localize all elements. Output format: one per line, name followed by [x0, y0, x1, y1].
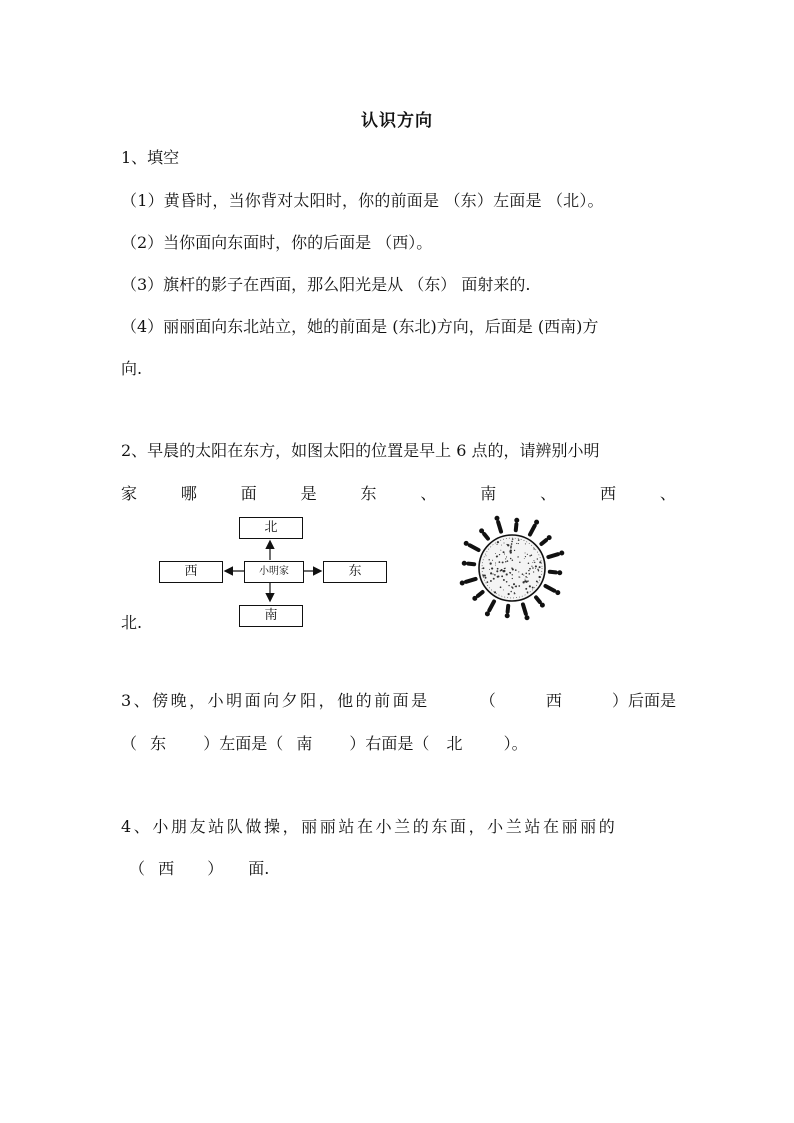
sun-speckle	[536, 580, 538, 582]
sun-ray	[489, 601, 494, 610]
sun-speckle	[508, 585, 509, 586]
sun-ray-tip	[495, 516, 499, 520]
q3-answer-front: 西	[545, 691, 562, 710]
sun-speckle	[522, 581, 524, 583]
sun-ray	[478, 592, 483, 596]
sun-speckle	[528, 570, 529, 571]
sun-speckle	[531, 566, 532, 567]
q2-char: 、	[540, 484, 557, 503]
sun-speckle	[497, 575, 499, 577]
sun-speckle	[537, 558, 538, 559]
q2-char: 哪	[180, 484, 197, 503]
sun-speckle	[501, 569, 503, 571]
sun-speckle	[482, 567, 484, 569]
sun-speckle	[533, 571, 534, 572]
label-east: 东	[323, 561, 387, 583]
label-west: 西	[159, 561, 223, 583]
sun-ray-tip	[558, 571, 562, 575]
sun-speckle	[507, 544, 509, 546]
sun-ray	[536, 597, 540, 602]
q3-paren: （	[479, 691, 496, 710]
sun-speckle	[516, 543, 517, 544]
sun-speckle	[503, 589, 504, 590]
sun-speckle	[482, 575, 484, 577]
sun-speckle	[514, 550, 515, 551]
q4-answer: 西	[158, 859, 175, 878]
sun-speckle	[525, 579, 526, 580]
sun-speckle	[539, 561, 541, 563]
q1-heading: 1、填空	[121, 148, 180, 167]
sun-speckle	[490, 562, 492, 564]
sun-speckle	[492, 560, 493, 561]
sun-speckle	[492, 573, 493, 574]
sun-speckle	[511, 543, 513, 545]
sun-ray-tip	[540, 603, 544, 607]
sun-speckle	[518, 543, 519, 544]
q4-line-2	[121, 858, 676, 880]
q4-paren: ）	[207, 859, 224, 878]
sun-speckle	[501, 545, 502, 546]
sun-speckle	[512, 574, 513, 575]
sun-speckle	[515, 585, 517, 587]
q2-char: 是	[300, 484, 317, 503]
sun-speckle	[497, 568, 499, 570]
sun-speckle	[515, 569, 517, 571]
sun-speckle	[514, 592, 515, 593]
sun-speckle	[510, 558, 512, 560]
sun-speckle	[527, 591, 529, 593]
sun-speckle	[512, 568, 514, 570]
sun-ray-tip	[464, 541, 468, 545]
sun-speckle	[502, 570, 504, 572]
q3-answer-back: 东	[150, 734, 167, 753]
sun-ray	[470, 545, 479, 550]
sun-speckle	[537, 581, 538, 582]
sun-speckle	[505, 568, 506, 569]
sun-speckle	[512, 538, 514, 540]
sun-ray-tip	[535, 520, 539, 524]
q4-text: 面.	[248, 859, 270, 878]
label-north: 北	[239, 517, 303, 539]
sun-ray-tip	[462, 561, 466, 565]
sun-speckle	[527, 554, 528, 555]
sun-speckle	[497, 541, 499, 543]
sun-speckle	[529, 555, 530, 556]
q3-line-1	[121, 690, 676, 712]
page-title: 认识方向	[361, 111, 433, 131]
sun-ray	[466, 579, 476, 582]
sun-speckle	[534, 562, 535, 563]
sun-speckle	[494, 591, 496, 593]
q2-char: 南	[480, 484, 497, 503]
sun-speckle	[518, 539, 520, 541]
sun-speckle	[500, 570, 502, 572]
sun-speckle	[502, 561, 504, 563]
sun-ray	[541, 540, 546, 544]
q3-line-2	[121, 733, 676, 755]
sun-speckle	[515, 586, 516, 587]
sun-ray	[530, 526, 535, 535]
sun-speckle	[510, 591, 512, 593]
sun-ray-tip	[560, 551, 564, 555]
sun-speckle	[504, 568, 505, 569]
sun-speckle	[493, 578, 495, 580]
sun-speckle	[525, 573, 527, 575]
sun-ray	[516, 524, 517, 530]
sun-speckle	[509, 572, 511, 574]
sun-speckle	[512, 578, 513, 579]
sun-speckle	[517, 556, 518, 557]
q3-text: ）右面是（	[349, 734, 430, 753]
sun-speckle	[538, 570, 539, 571]
sun-speckle	[510, 551, 512, 553]
sun-speckle	[488, 559, 489, 560]
q1-item-1: （1）黄昏时，当你背对太阳时，你的前面是 （东）左面是 （北）。	[121, 191, 604, 210]
sun-speckle	[504, 553, 505, 554]
sun-speckle	[537, 569, 539, 571]
sun-speckle	[500, 550, 501, 551]
sun-speckle	[519, 562, 520, 563]
q2-line-2	[121, 483, 676, 505]
sun-speckle	[533, 560, 534, 561]
sun-speckle	[487, 581, 489, 583]
sun-speckle	[510, 547, 512, 549]
q3-paren: （	[121, 734, 138, 753]
sun-ray-tip	[556, 591, 560, 595]
sun-speckle	[511, 541, 513, 543]
q2-char: 面	[240, 484, 257, 503]
sun-speckle	[506, 581, 508, 583]
sun-speckle	[512, 560, 513, 561]
sun-speckle	[536, 566, 537, 567]
sun-speckle	[518, 557, 519, 558]
q2-char: 家	[121, 484, 138, 503]
sun-speckle	[529, 585, 531, 587]
sun-speckle	[518, 571, 519, 572]
sun-ray	[548, 554, 558, 557]
q2-line-1: 2、早晨的太阳在东方，如图太阳的位置是早上 6 点的，请辨别小明	[121, 441, 600, 460]
sun-speckle	[491, 567, 493, 569]
sun-speckle	[525, 556, 526, 557]
sun-speckle	[514, 593, 515, 594]
sun-speckle	[512, 587, 514, 589]
sun-speckle	[533, 548, 534, 549]
q1-item-2: （2）当你面向东面时，你的后面是 （西）。	[121, 233, 433, 252]
sun-speckle	[528, 573, 530, 575]
sun-speckle	[499, 561, 501, 563]
sun-ray	[468, 564, 474, 565]
sun-speckle	[514, 593, 515, 594]
sun-speckle	[499, 554, 500, 555]
sun-speckle	[509, 572, 510, 573]
sun-speckle	[497, 556, 498, 557]
sun-speckle	[525, 552, 526, 553]
q4-line-1: 4、小朋友站队做操，丽丽站在小兰的东面，小兰站在丽丽的	[121, 817, 618, 836]
sun-speckle	[509, 551, 510, 552]
sun-speckle	[503, 570, 504, 571]
sun-speckle	[518, 576, 519, 577]
sun-speckle	[525, 581, 527, 583]
q4-paren: （	[129, 859, 146, 878]
sun-speckle	[529, 568, 531, 570]
sun-ray-tip	[547, 536, 551, 540]
sun-speckle	[506, 556, 507, 557]
sun-ray-tip	[480, 529, 484, 533]
label-center-home: 小明家	[244, 561, 304, 583]
sun-speckle	[532, 567, 534, 569]
sun-ray	[550, 572, 556, 573]
sun-speckle	[503, 551, 505, 553]
sun-speckle	[535, 568, 536, 569]
sun-ray-tip	[473, 596, 477, 600]
sun-speckle	[496, 570, 498, 572]
q3-text: ）左面是（	[203, 734, 284, 753]
q3-text: ）后面是	[611, 691, 676, 710]
sun-speckle	[501, 575, 503, 577]
q2-char: 西	[600, 484, 617, 503]
sun-speckle	[495, 565, 496, 566]
sun-speckle	[513, 583, 515, 585]
sun-speckle	[532, 562, 533, 563]
sun-speckle	[495, 562, 496, 563]
sun-speckle	[524, 558, 525, 559]
sun-speckle	[525, 576, 527, 578]
sun-icon	[460, 516, 564, 620]
sun-speckle	[484, 574, 485, 575]
sun-speckle	[524, 580, 526, 582]
sun-speckle	[506, 544, 507, 545]
sun-speckle	[535, 565, 537, 567]
sun-ray	[484, 534, 488, 539]
sun-speckle	[539, 566, 541, 568]
sun-speckle	[491, 568, 493, 570]
sun-speckle	[505, 558, 506, 559]
sun-speckle	[503, 579, 505, 581]
sun-speckle	[489, 569, 490, 570]
sun-ray-tip	[515, 518, 519, 522]
q3-answer-left: 南	[296, 734, 313, 753]
sun-speckle	[485, 577, 487, 579]
sun-speckle	[525, 588, 527, 590]
q3-text: 3、傍晚，小明面向夕阳，他的前面是	[121, 691, 430, 710]
sun-ray	[508, 606, 509, 612]
sun-speckle	[511, 567, 513, 569]
sun-speckle	[492, 568, 493, 569]
sun-speckle	[531, 555, 532, 556]
sun-speckle	[490, 572, 492, 574]
sun-speckle	[508, 593, 510, 595]
sun-speckle	[486, 555, 487, 556]
sun-speckle	[494, 574, 496, 576]
q1-item-3: （3）旗杆的影子在西面，那么阳光是从 （东） 面射来的.	[121, 275, 531, 294]
sun-speckle	[506, 573, 508, 575]
q2-char: 、	[659, 484, 676, 503]
sun-speckle	[496, 556, 498, 558]
sun-speckle	[520, 577, 521, 578]
sun-speckle	[523, 575, 524, 576]
q2-line-3: 北.	[121, 613, 143, 632]
label-south: 南	[239, 605, 303, 627]
sun-speckle	[527, 580, 528, 581]
sun-speckle	[507, 560, 509, 562]
sun-speckle	[495, 553, 496, 554]
sun-speckle	[500, 586, 502, 588]
sun-speckle	[528, 562, 530, 564]
sun-speckle	[532, 587, 534, 589]
sun-ray	[545, 586, 554, 591]
sun-speckle	[527, 577, 528, 578]
sun-speckle	[490, 580, 492, 582]
sun-speckle	[503, 570, 505, 572]
sun-speckle	[497, 576, 499, 578]
sun-ray-tip	[460, 581, 464, 585]
sun-speckle	[518, 585, 520, 587]
sun-speckle	[484, 575, 486, 577]
q3-text: ）。	[503, 734, 528, 753]
sun-speckle	[496, 544, 497, 545]
sun-speckle	[525, 543, 526, 544]
sun-speckle	[510, 545, 512, 547]
q2-char: 、	[420, 484, 437, 503]
q1-item-4-cont: 向.	[121, 359, 143, 378]
sun-speckle	[505, 561, 506, 562]
sun-speckle	[538, 576, 540, 578]
sun-speckle	[522, 573, 524, 575]
q1-item-4: （4）丽丽面向东北站立，她的前面是 (东北)方向，后面是 (西南)方	[121, 317, 599, 336]
sun-speckle	[504, 543, 505, 544]
sun-ray	[498, 522, 501, 532]
sun-speckle	[511, 586, 513, 588]
q2-char: 东	[360, 484, 377, 503]
q3-answer-right: 北	[446, 734, 463, 753]
sun-speckle	[510, 549, 512, 551]
